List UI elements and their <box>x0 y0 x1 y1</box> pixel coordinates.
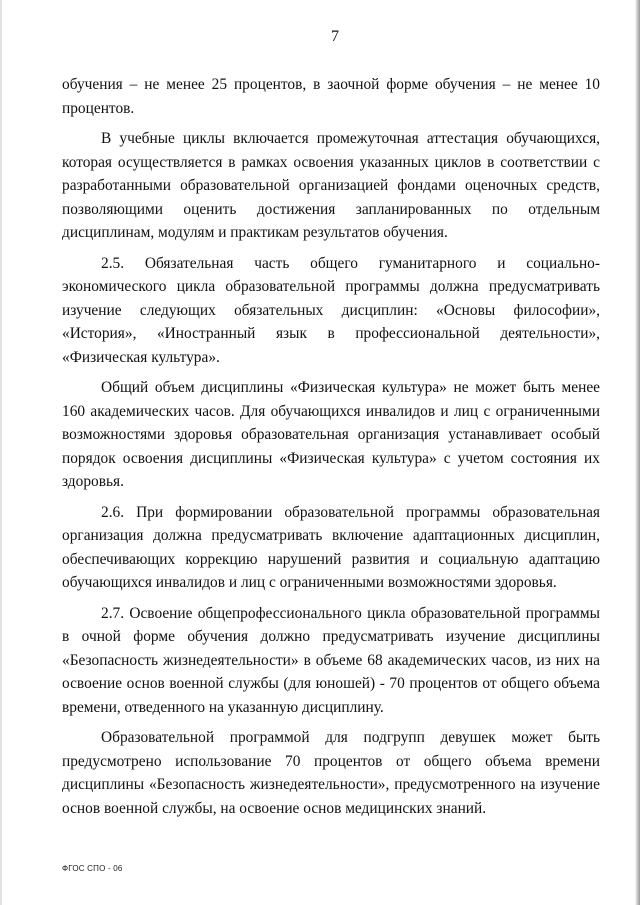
paragraph: обучения – не менее 25 процентов, в заочной форме обучения – не менее 10 процентов. <box>62 76 600 117</box>
scan-edge-right <box>635 0 640 905</box>
paragraph: Образовательной программой для подгрупп девушек может быть предусмотрено использование 70 процентов от общего объема времени дисциплины «Безопасность жизнедеятельности», предусмотренного на изучение основ военной службы, на освоение основ медицинских знаний. <box>62 729 600 817</box>
footer-code: ФГОС СПО - 06 <box>62 864 123 873</box>
paragraph: Общий объем дисциплины «Физическая культура» не может быть менее 160 академических часов. Для обучающихся инвалидов и лиц с ограниченными возможностями здоровья образовательная организация устанавливает особый порядок освоения дисциплины «Физическая культура» с учетом состояния их здоровья. <box>62 379 600 490</box>
paragraph: В учебные циклы включается промежуточная аттестация обучающихся, которая осуществляется в рамках освоения указанных циклов в соответствии с разработанными образовательной организацией фондами оценочных средств, позволяющими оценить достижения запланированных по отдельным дисциплинам, модулям и практикам результатов обучения. <box>62 130 600 241</box>
scan-edge-left <box>0 0 2 905</box>
paragraph: 2.6. При формировании образовательной программы образовательная организация должна предусматривать включение адаптационных дисциплин, обеспечивающих коррекцию нарушений развития и социальную адаптацию обучающихся инвалидов и лиц с ограниченными возможностями здоровья. <box>62 503 600 591</box>
page-number: 7 <box>331 28 339 45</box>
paragraph: 2.5. Обязательная часть общего гуманитарного и социально-экономического цикла образовательной программы должна предусматривать изучение следующих обязательных дисциплин: «Основы философии», «История», «Иностранный язык в профессиональной деятельности», «Физическая культура». <box>62 254 600 366</box>
document-body <box>62 73 600 827</box>
paragraph: 2.7. Освоение общепрофессионального цикла образовательной программы в очной форме обучения должно предусматривать изучение дисциплины «Безопасность жизнедеятельности» в объеме 68 академических часов, из них на освоение основ военной службы (для юношей) - 70 процентов от общего объема времени, отведенного на указанную дисциплину. <box>62 604 600 716</box>
